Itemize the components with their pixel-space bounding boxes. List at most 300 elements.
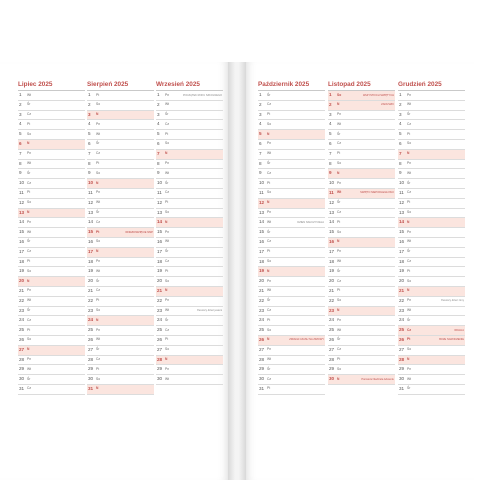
day-row (328, 101, 395, 111)
weekday-abbrev: Cz (27, 180, 32, 185)
day-note: BOŻE NARODZENIE (439, 338, 464, 342)
day-number: 20 (399, 278, 405, 284)
day-number: 3 (329, 111, 332, 117)
day-row (258, 375, 325, 385)
day-row (398, 356, 465, 366)
weekday-abbrev: Wt (337, 259, 342, 264)
weekday-abbrev: Wt (165, 170, 170, 175)
month-column (18, 80, 85, 395)
day-row (87, 238, 154, 248)
day-row (258, 316, 325, 326)
day-row (398, 150, 465, 160)
day-number: 9 (259, 170, 262, 176)
day-number: 19 (88, 268, 94, 274)
day-number: 16 (259, 238, 265, 244)
day-row (87, 267, 154, 277)
day-note: WNIEBOWZIĘCIE NMP (125, 230, 153, 234)
weekday-abbrev: Śr (165, 249, 169, 254)
weekday-abbrev: Wt (407, 239, 412, 244)
weekday-abbrev: Śr (337, 200, 341, 205)
day-number: 7 (88, 150, 91, 156)
day-number: 16 (329, 238, 335, 244)
day-row (156, 150, 223, 160)
weekday-abbrev: So (267, 259, 272, 264)
day-row (398, 316, 465, 326)
day-row (156, 248, 223, 258)
day-number: 26 (399, 336, 405, 342)
day-row (87, 91, 154, 101)
weekday-abbrev: Wt (165, 102, 170, 107)
day-row (18, 316, 85, 326)
day-row (87, 258, 154, 268)
day-row (398, 297, 465, 307)
day-row (18, 375, 85, 385)
month-title: Listopad 2025 (328, 81, 371, 88)
day-row (18, 307, 85, 317)
day-row (328, 120, 395, 130)
day-number: 16 (19, 238, 25, 244)
day-number: 2 (329, 101, 332, 107)
day-number: 13 (259, 209, 265, 215)
weekday-abbrev: So (337, 92, 342, 97)
weekday-abbrev: Śr (407, 180, 411, 185)
day-row (328, 199, 395, 209)
weekday-abbrev: N (96, 317, 99, 322)
weekday-abbrev: Pn (165, 298, 170, 303)
month-column (328, 80, 395, 385)
weekday-abbrev: Śr (96, 141, 100, 146)
weekday-abbrev: Wt (96, 337, 101, 342)
weekday-abbrev: N (337, 308, 340, 313)
weekday-abbrev: N (96, 180, 99, 185)
day-row (87, 346, 154, 356)
month-title: Grudzień 2025 (398, 81, 442, 88)
weekday-abbrev: Pt (96, 161, 100, 166)
day-number: 26 (19, 336, 25, 342)
day-number: 13 (88, 209, 94, 215)
weekday-abbrev: Pt (27, 327, 31, 332)
day-number: 2 (19, 101, 22, 107)
day-row (258, 218, 325, 228)
day-number: 7 (399, 150, 402, 156)
day-number: 29 (88, 366, 94, 372)
day-number: 30 (19, 376, 25, 382)
weekday-abbrev: Cz (96, 151, 101, 156)
day-number: 3 (259, 111, 262, 117)
day-number: 21 (157, 287, 163, 293)
day-row (156, 209, 223, 219)
weekday-abbrev: Cz (96, 288, 101, 293)
day-number: 4 (157, 121, 160, 127)
day-number: 4 (259, 121, 262, 127)
day-number: 31 (259, 385, 265, 391)
weekday-abbrev: N (337, 239, 340, 244)
day-row (258, 140, 325, 150)
weekday-abbrev: N (267, 200, 270, 205)
weekday-abbrev: Pn (165, 366, 170, 371)
day-row (18, 140, 85, 150)
day-number: 28 (399, 356, 405, 362)
day-row (328, 365, 395, 375)
weekday-abbrev: Pt (267, 112, 271, 117)
day-row (258, 169, 325, 179)
weekday-abbrev: Pn (407, 92, 412, 97)
day-row (258, 130, 325, 140)
day-row (87, 375, 154, 385)
day-row (87, 336, 154, 346)
day-row (258, 365, 325, 375)
day-number: 18 (399, 258, 405, 264)
month-title: Sierpień 2025 (87, 81, 129, 88)
day-number: 24 (157, 317, 163, 323)
weekday-abbrev: N (27, 278, 30, 283)
day-row (258, 199, 325, 209)
day-number: 5 (88, 131, 91, 137)
weekday-abbrev: N (267, 131, 270, 136)
weekday-abbrev: Pn (407, 298, 412, 303)
day-row (156, 277, 223, 287)
day-number: 22 (259, 297, 265, 303)
day-number: 8 (157, 160, 160, 166)
day-number: 10 (19, 180, 25, 186)
day-row (398, 228, 465, 238)
day-row (258, 346, 325, 356)
weekday-abbrev: N (96, 386, 99, 391)
day-number: 30 (329, 376, 335, 382)
weekday-abbrev: Wt (337, 190, 342, 195)
weekday-abbrev: Pn (267, 210, 272, 215)
weekday-abbrev: Wt (27, 229, 32, 234)
weekday-abbrev: Cz (407, 121, 412, 126)
day-row (18, 326, 85, 336)
weekday-abbrev: Pt (337, 288, 341, 293)
day-number: 28 (157, 356, 163, 362)
day-row (328, 169, 395, 179)
weekday-abbrev: Pn (27, 219, 32, 224)
day-row (87, 179, 154, 189)
weekday-abbrev: Cz (337, 141, 342, 146)
weekday-abbrev: Cz (96, 219, 101, 224)
weekday-abbrev: Pn (165, 161, 170, 166)
day-row (398, 209, 465, 219)
day-number: 29 (157, 366, 163, 372)
weekday-abbrev: So (337, 366, 342, 371)
day-row (258, 385, 325, 395)
day-number: 20 (88, 278, 94, 284)
day-number: 23 (329, 307, 335, 313)
day-number: 31 (19, 385, 25, 391)
weekday-abbrev: N (165, 288, 168, 293)
weekday-abbrev: Śr (27, 170, 31, 175)
day-row (156, 307, 223, 317)
day-note: WIGILIA (454, 328, 464, 332)
day-row (18, 248, 85, 258)
day-number: 27 (19, 346, 25, 352)
day-row (398, 160, 465, 170)
day-row (87, 248, 154, 258)
day-number: 5 (329, 131, 332, 137)
weekday-abbrev: Śr (165, 112, 169, 117)
weekday-abbrev: Pn (267, 347, 272, 352)
day-number: 12 (399, 199, 405, 205)
day-row (398, 218, 465, 228)
day-number: 5 (19, 131, 22, 137)
day-row (398, 120, 465, 130)
day-row (156, 228, 223, 238)
weekday-abbrev: So (165, 210, 170, 215)
weekday-abbrev: Pn (267, 141, 272, 146)
day-number: 9 (157, 170, 160, 176)
day-row (258, 228, 325, 238)
day-number: 24 (259, 317, 265, 323)
day-row (87, 120, 154, 130)
weekday-abbrev: Pt (27, 190, 31, 195)
weekday-abbrev: Pt (96, 229, 100, 234)
day-number: 24 (19, 317, 25, 323)
weekday-abbrev: So (27, 337, 32, 342)
weekday-abbrev: N (165, 219, 168, 224)
day-number: 3 (88, 111, 91, 117)
day-number: 24 (399, 317, 405, 323)
weekday-abbrev: So (96, 239, 101, 244)
day-number: 1 (329, 92, 332, 97)
day-number: 11 (399, 189, 404, 195)
day-row (87, 287, 154, 297)
day-number: 12 (157, 199, 163, 205)
day-row (258, 336, 325, 346)
weekday-abbrev: Pn (27, 151, 32, 156)
day-row (328, 375, 395, 385)
day-row (87, 209, 154, 219)
weekday-abbrev: So (165, 141, 170, 146)
weekday-abbrev: Śr (96, 210, 100, 215)
day-row (328, 189, 395, 199)
day-row (328, 238, 395, 248)
day-row (398, 365, 465, 375)
day-number: 17 (259, 248, 265, 254)
weekday-abbrev: So (337, 298, 342, 303)
day-number: 5 (399, 131, 402, 137)
day-note: Pierwszy dzień jesieni (196, 309, 222, 313)
day-row (18, 199, 85, 209)
day-row (328, 228, 395, 238)
weekday-abbrev: N (96, 249, 99, 254)
day-row (156, 101, 223, 111)
day-note: WSZYSTKICH ŚWIĘTYCH (362, 93, 394, 97)
day-row (87, 150, 154, 160)
weekday-abbrev: Wt (337, 121, 342, 126)
day-number: 2 (259, 101, 262, 107)
weekday-abbrev: Śr (27, 239, 31, 244)
day-number: 5 (157, 131, 160, 137)
day-number: 8 (88, 160, 91, 166)
day-number: 22 (399, 297, 405, 303)
day-row (87, 160, 154, 170)
day-row (18, 277, 85, 287)
day-number: 14 (259, 219, 265, 225)
day-number: 4 (329, 121, 332, 127)
day-row (18, 179, 85, 189)
weekday-abbrev: So (337, 229, 342, 234)
weekday-abbrev: Cz (27, 317, 32, 322)
day-row (398, 385, 465, 395)
day-row (258, 91, 325, 101)
weekday-abbrev: Wt (165, 376, 170, 381)
weekday-abbrev: Śr (407, 112, 411, 117)
weekday-abbrev: Pt (337, 151, 341, 156)
weekday-abbrev: Wt (337, 327, 342, 332)
day-row (398, 307, 465, 317)
weekday-abbrev: Cz (267, 376, 272, 381)
weekday-abbrev: N (27, 347, 30, 352)
day-number: 31 (88, 385, 94, 391)
day-note: ZADUSZKI (381, 103, 394, 107)
weekday-abbrev: Śr (267, 229, 271, 234)
day-number: 8 (399, 160, 402, 166)
weekday-abbrev: Wt (96, 268, 101, 273)
day-number: 6 (259, 140, 262, 146)
day-row (258, 150, 325, 160)
day-row (156, 169, 223, 179)
weekday-abbrev: Pn (27, 357, 32, 362)
day-number: 25 (399, 327, 405, 333)
day-number: 26 (259, 336, 265, 342)
weekday-abbrev: N (407, 219, 410, 224)
month-column (87, 80, 154, 395)
day-number: 30 (259, 376, 265, 382)
weekday-abbrev: Pn (96, 121, 101, 126)
day-number: 23 (399, 307, 405, 313)
weekday-abbrev: Wt (267, 151, 272, 156)
month-title: Wrzesień 2025 (156, 81, 200, 88)
weekday-abbrev: Śr (96, 347, 100, 352)
day-number: 17 (88, 248, 94, 254)
day-row (328, 267, 395, 277)
day-number: 17 (399, 248, 405, 254)
day-number: 13 (329, 209, 335, 215)
weekday-abbrev: Pn (96, 190, 101, 195)
day-number: 31 (399, 385, 405, 391)
day-number: 17 (329, 248, 335, 254)
day-number: 29 (329, 366, 335, 372)
day-row (398, 199, 465, 209)
weekday-abbrev: Cz (165, 259, 170, 264)
day-number: 22 (88, 297, 94, 303)
day-row (258, 120, 325, 130)
day-number: 30 (399, 376, 405, 382)
day-row (156, 356, 223, 366)
weekday-abbrev: So (407, 210, 412, 215)
weekday-abbrev: So (407, 347, 412, 352)
weekday-abbrev: Śr (407, 249, 411, 254)
day-number: 1 (19, 92, 22, 97)
day-number: 16 (399, 238, 405, 244)
day-row (398, 101, 465, 111)
weekday-abbrev: Cz (27, 112, 32, 117)
day-number: 19 (259, 268, 265, 274)
weekday-abbrev: Śr (337, 268, 341, 273)
day-number: 21 (88, 287, 94, 293)
day-row (328, 356, 395, 366)
day-row (156, 160, 223, 170)
weekday-abbrev: Cz (27, 386, 32, 391)
day-row (87, 189, 154, 199)
day-row (18, 385, 85, 395)
month-title: Październik 2025 (258, 81, 310, 88)
weekday-abbrev: So (96, 376, 101, 381)
day-number: 23 (88, 307, 94, 313)
day-number: 19 (329, 268, 335, 274)
weekday-abbrev: Cz (267, 170, 272, 175)
weekday-abbrev: Pn (165, 92, 170, 97)
day-number: 3 (399, 111, 402, 117)
weekday-abbrev: So (267, 121, 272, 126)
day-number: 24 (88, 317, 94, 323)
weekday-abbrev: Śr (96, 278, 100, 283)
weekday-abbrev: So (267, 190, 272, 195)
weekday-abbrev: Śr (267, 298, 271, 303)
day-row (398, 346, 465, 356)
day-row (398, 179, 465, 189)
weekday-abbrev: Cz (267, 239, 272, 244)
day-number: 29 (259, 366, 265, 372)
day-row (18, 91, 85, 101)
day-row (398, 258, 465, 268)
day-row (328, 258, 395, 268)
day-row (328, 307, 395, 317)
weekday-abbrev: Cz (267, 308, 272, 313)
day-number: 1 (399, 92, 402, 97)
day-row (156, 316, 223, 326)
day-number: 22 (329, 297, 335, 303)
day-number: 8 (259, 160, 262, 166)
day-row (328, 140, 395, 150)
weekday-abbrev: So (407, 278, 412, 283)
day-number: 13 (157, 209, 163, 215)
day-row (87, 316, 154, 326)
day-number: 12 (329, 199, 335, 205)
day-row (18, 189, 85, 199)
weekday-abbrev: Pn (337, 112, 342, 117)
weekday-abbrev: Pn (337, 317, 342, 322)
day-row (258, 111, 325, 121)
day-row (156, 120, 223, 130)
day-number: 25 (157, 327, 163, 333)
weekday-abbrev: Pt (165, 337, 169, 342)
weekday-abbrev: Śr (27, 308, 31, 313)
weekday-abbrev: Wt (267, 288, 272, 293)
right-page (246, 62, 474, 480)
day-row (328, 179, 395, 189)
day-number: 20 (19, 278, 25, 284)
day-number: 2 (157, 101, 160, 107)
day-note: ŚWIĘTO NIEPODLEGŁOŚCI (360, 191, 394, 195)
day-row (398, 336, 465, 346)
day-row (156, 287, 223, 297)
day-row (328, 326, 395, 336)
day-row (87, 140, 154, 150)
day-row (328, 160, 395, 170)
day-row (18, 130, 85, 140)
day-number: 11 (329, 189, 334, 195)
day-number: 22 (19, 297, 25, 303)
day-number: 7 (259, 150, 262, 156)
weekday-abbrev: So (27, 200, 32, 205)
weekday-abbrev: Cz (407, 190, 412, 195)
day-number: 30 (88, 376, 94, 382)
weekday-abbrev: Pt (96, 366, 100, 371)
day-number: 7 (157, 150, 160, 156)
